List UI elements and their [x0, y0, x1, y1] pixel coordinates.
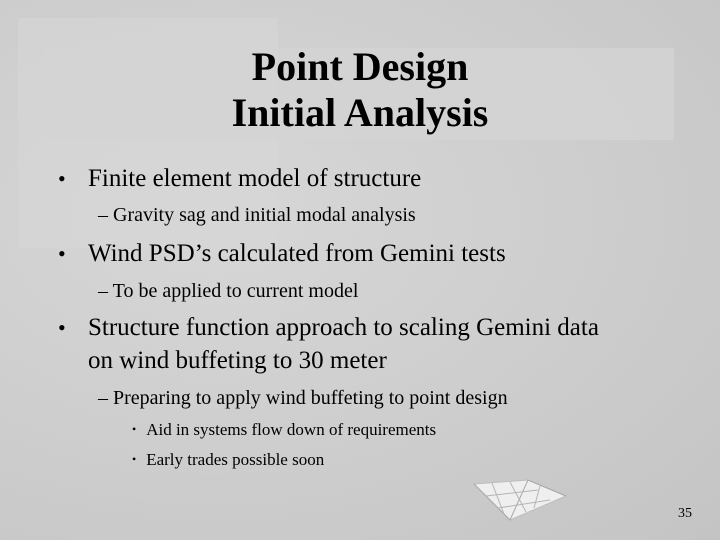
bullet-text: Wind PSD’s calculated from Gemini tests [88, 240, 506, 267]
sub-sub-bullet-text: Early trades possible soon [146, 450, 325, 469]
bullet-dot: • [58, 315, 66, 340]
dash: – [98, 280, 108, 302]
bullet-text: Finite element model of structure [88, 165, 422, 192]
sub-sub-bullet-item [132, 419, 436, 440]
bullet-dot: • [132, 452, 137, 466]
dash: – [98, 387, 108, 409]
page-number: 35 [678, 506, 692, 521]
sub-bullet-item [98, 279, 358, 303]
bullet-text-line-1: Structure function approach to scaling Gemini data [88, 314, 599, 341]
bullet-text-line-2: on wind buffeting to 30 meter [88, 347, 387, 374]
sub-bullet-text: To be applied to current model [112, 280, 359, 302]
sub-bullet-text: Preparing to apply wind buffeting to point design [113, 387, 508, 409]
title-line-1: Point Design [251, 44, 469, 89]
sub-bullet-text: Gravity sag and initial modal analysis [113, 204, 416, 226]
bullet-dot: • [132, 422, 137, 436]
sub-sub-bullet-text: Aid in systems flow down of requirements [146, 420, 437, 439]
dash: – [98, 204, 108, 226]
truss-structure-icon [468, 476, 568, 529]
sub-sub-bullet-item [132, 449, 324, 470]
sub-bullet-item [98, 203, 416, 227]
title-line-2: Initial Analysis [231, 90, 489, 135]
sub-bullet-item [98, 386, 508, 410]
bullet-dot: • [58, 241, 66, 266]
bullet-dot: • [58, 166, 66, 191]
